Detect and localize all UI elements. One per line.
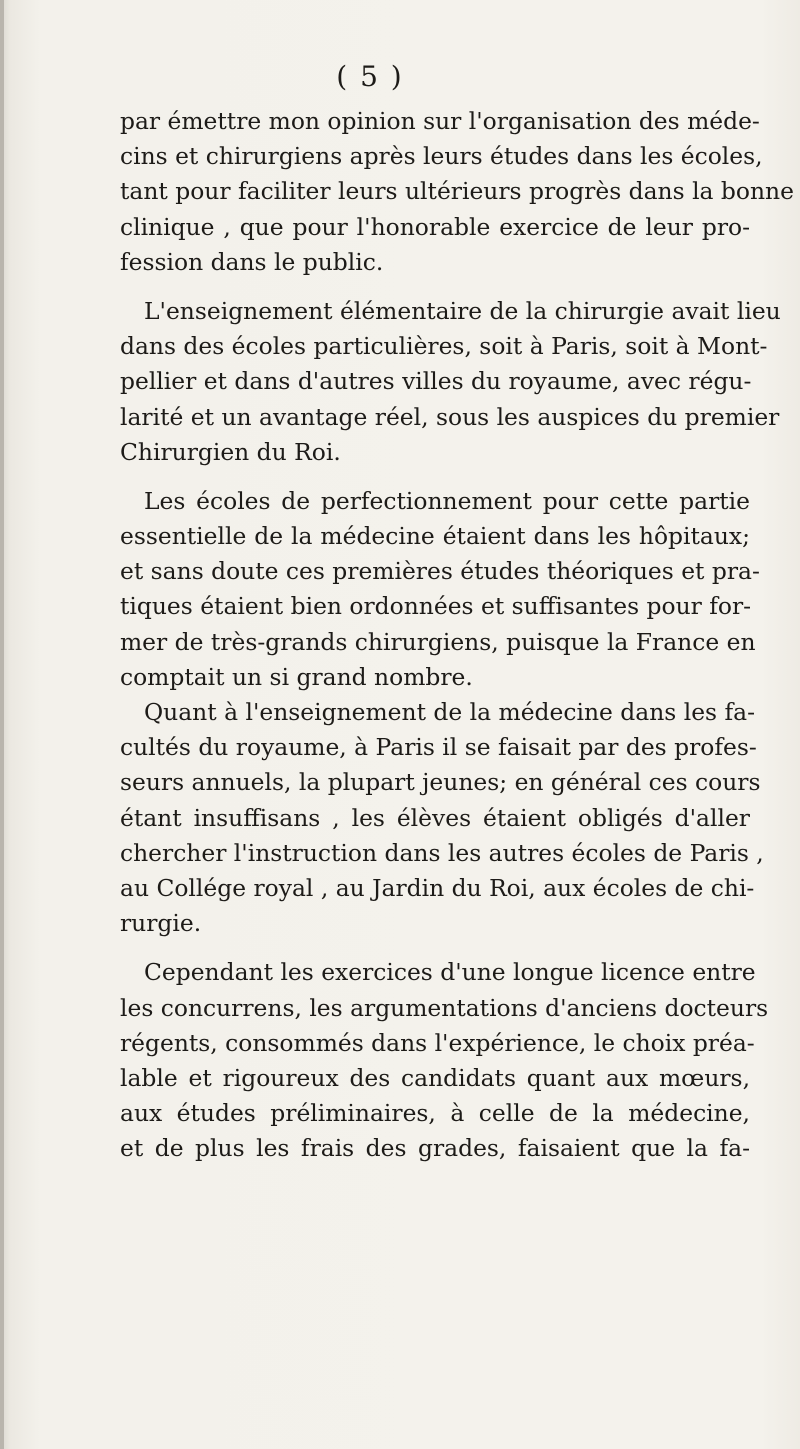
text-line: Chirurgien du Roi. xyxy=(120,437,341,466)
page-edge xyxy=(0,0,4,1449)
text-line: régents, consommés dans l'expérience, le choix préa- xyxy=(120,1028,755,1057)
paragraph xyxy=(120,695,764,941)
text-line: tiques étaient bien ordonnées et suffisantes pour for- xyxy=(120,592,752,621)
text-line: cultés du royaume, à Paris il se faisait par des profes- xyxy=(120,733,757,762)
text-line: Quant à l'enseignement de la médecine dans les fa- xyxy=(144,698,755,726)
text-line: rurgie. xyxy=(120,909,202,938)
text-line: lable et rigoureux des candidats quant aux mœurs, xyxy=(120,1063,750,1092)
text-line: au Collége royal , au Jardin du Roi, aux écoles de chi- xyxy=(120,873,755,902)
text-line: clinique , que pour l'honorable exercice de leur pro- xyxy=(120,212,750,241)
paragraph xyxy=(120,294,781,470)
text-body xyxy=(120,104,794,1166)
text-line: par émettre mon opinion sur l'organisation des méde- xyxy=(120,107,760,135)
paragraph xyxy=(120,104,794,280)
text-line: Les écoles de perfectionnement pour cette partie xyxy=(144,486,750,515)
text-line: pellier et dans d'autres villes du royaume, avec régu- xyxy=(120,367,752,396)
text-line: et de plus les frais des grades, faisaient que la fa- xyxy=(120,1134,750,1163)
text-line: comptait un si grand nombre. xyxy=(120,662,473,691)
text-line: L'enseignement élémentaire de la chirurgie avait lieu xyxy=(144,296,781,325)
text-line: aux études préliminaires, à celle de la médecine, xyxy=(120,1099,750,1128)
text-line: chercher l'instruction dans les autres écoles de Paris , xyxy=(120,838,764,867)
text-line: étant insuffisans , les élèves étaient obligés d'aller xyxy=(120,803,750,832)
text-line: larité et un avantage réel, sous les auspices du premier xyxy=(120,402,780,431)
text-line: les concurrens, les argumentations d'anciens docteurs xyxy=(120,993,769,1022)
text-line: mer de très-grands chirurgiens, puisque la France en xyxy=(120,627,756,656)
text-line: essentielle de la médecine étaient dans les hôpitaux; xyxy=(120,522,750,551)
text-line: fession dans le public. xyxy=(120,247,384,276)
text-line: Cependant les exercices d'une longue licence entre xyxy=(144,958,756,987)
page-number: ( 5 ) xyxy=(336,60,404,93)
text-line: et sans doute ces premières études théoriques et pra- xyxy=(120,557,760,586)
paragraph xyxy=(120,955,769,1166)
text-line: tant pour faciliter leurs ultérieurs progrès dans la bonne xyxy=(120,177,794,206)
text-line: cins et chirurgiens après leurs études dans les écoles, xyxy=(120,142,763,171)
paragraph xyxy=(120,484,760,695)
text-line: seurs annuels, la plupart jeunes; en général ces cours xyxy=(120,768,761,797)
text-line: dans des écoles particulières, soit à Paris, soit à Mont- xyxy=(120,332,768,361)
